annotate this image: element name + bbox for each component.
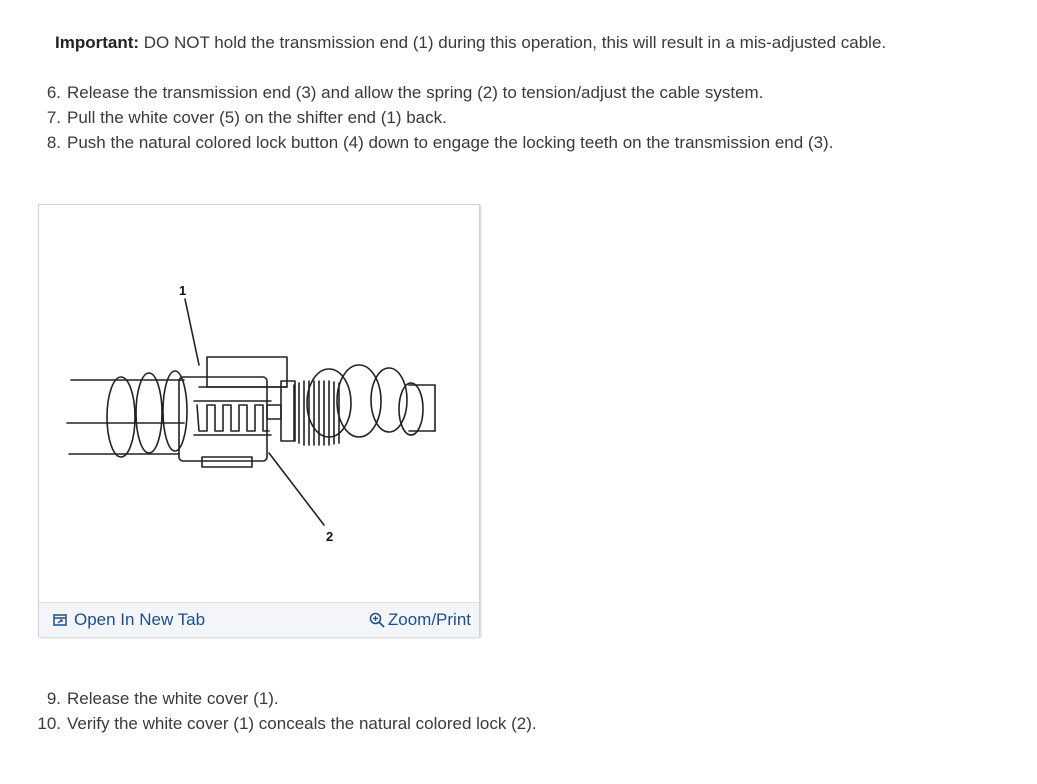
step-number: 9. — [46, 689, 61, 708]
step-number: 8. — [46, 133, 61, 152]
important-note — [55, 31, 886, 55]
cable-diagram — [39, 205, 479, 602]
step-number: 7. — [46, 108, 61, 127]
steps-list-bottom — [36, 686, 537, 736]
step-item — [36, 105, 833, 130]
figure-toolbar — [39, 602, 479, 637]
step-item — [36, 80, 833, 105]
cable-diagram-image[interactable] — [39, 205, 479, 602]
figure-panel — [38, 204, 480, 637]
callout-2: 2 — [326, 529, 334, 544]
step-item — [36, 130, 833, 155]
open-new-tab-icon — [52, 612, 68, 628]
zoom-print-button[interactable] — [369, 609, 471, 631]
important-label: Important: — [55, 33, 140, 52]
step-text: Pull the white cover (5) on the shifter end (1) back. — [67, 108, 447, 127]
open-in-new-tab-label: Open In New Tab — [74, 610, 206, 629]
step-item — [36, 711, 537, 736]
open-in-new-tab-button[interactable] — [52, 609, 205, 631]
step-text: Release the transmission end (3) and allow the spring (2) to tension/adjust the cable system. — [67, 83, 764, 102]
step-text: Push the natural colored lock button (4) down to engage the locking teeth on the transmission end (3). — [67, 133, 834, 152]
step-text: Release the white cover (1). — [67, 689, 279, 708]
step-number: 6. — [46, 83, 61, 102]
step-item — [36, 686, 537, 711]
step-number: 10. — [37, 714, 61, 733]
callout-1: 1 — [179, 283, 187, 298]
steps-list-top — [36, 80, 833, 155]
zoom-print-label: Zoom/Print — [387, 610, 471, 629]
important-text: DO NOT hold the transmission end (1) during this operation, this will result in a mis-adjusted cable. — [139, 33, 887, 52]
zoom-in-icon — [369, 612, 385, 628]
step-text: Verify the white cover (1) conceals the natural colored lock (2). — [67, 714, 537, 733]
